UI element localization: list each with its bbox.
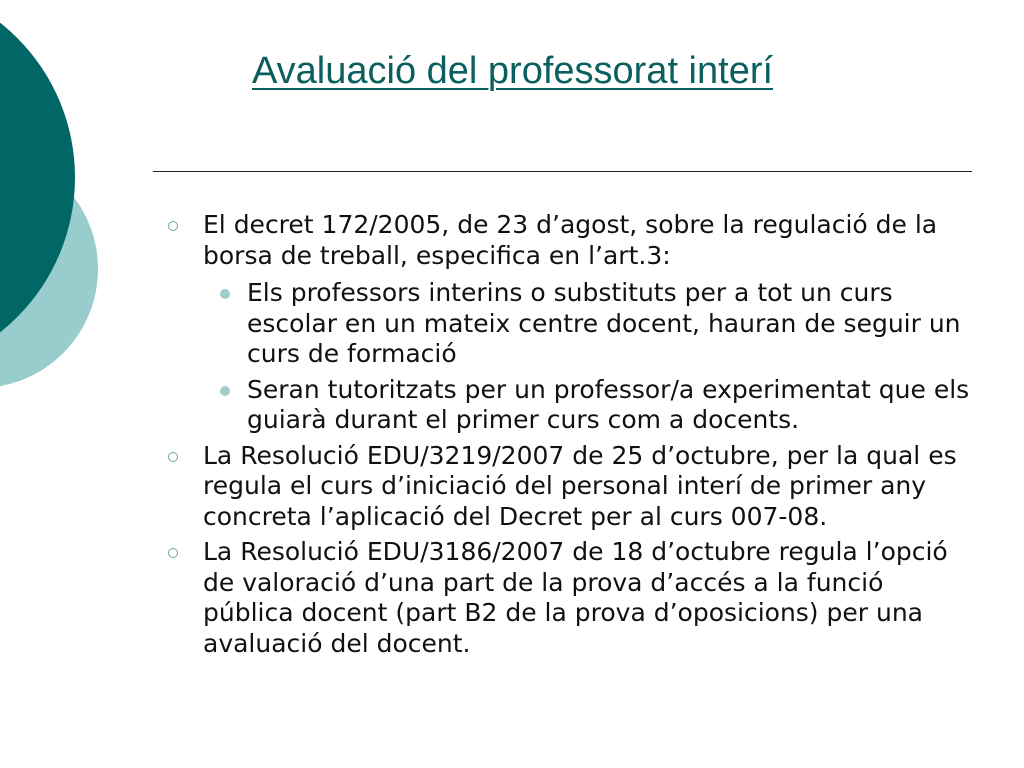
hollow-circle-bullet-icon [168, 452, 178, 462]
sub-bullet-item [203, 278, 980, 370]
bullet-text: La Resolució EDU/3219/2007 de 25 d’octubre, per la qual es regula el curs d’iniciació del personal interí de primer any concreta l’aplicació del Decret per al curs 007-08. [203, 440, 957, 531]
filled-dot-bullet-icon [220, 289, 230, 299]
sub-bullet-text: Els professors interins o substituts per a tot un curs escolar en un mateix centre docent, hauran de seguir un curs de formació [247, 278, 961, 368]
slide-title: Avaluació del professorat interí [252, 50, 774, 92]
sub-bullet-text: Seran tutoritzats per un professor/a experimentat que els guiarà durant el primer curs com a docents. [247, 374, 970, 434]
bullet-item [160, 441, 980, 533]
bullet-text: El decret 172/2005, de 23 d’agost, sobre la regulació de la borsa de treball, especifica en l’art.3: [203, 210, 938, 270]
sub-bullet-item [203, 375, 980, 436]
filled-dot-bullet-icon [220, 386, 230, 396]
hollow-circle-bullet-icon [168, 548, 178, 558]
hollow-circle-bullet-icon [168, 221, 178, 231]
bullet-list [160, 210, 980, 664]
sub-bullet-list [203, 278, 980, 436]
title-divider [153, 171, 972, 172]
bullet-item [160, 210, 980, 436]
bullet-text: La Resolució EDU/3186/2007 de 18 d’octubre regula l’opció de valoració d’una part de la prova d’accés a la funció pública docent (part B2 de la prova d’oposicions) per una avaluació del docent. [203, 537, 948, 658]
bullet-item [160, 537, 980, 659]
